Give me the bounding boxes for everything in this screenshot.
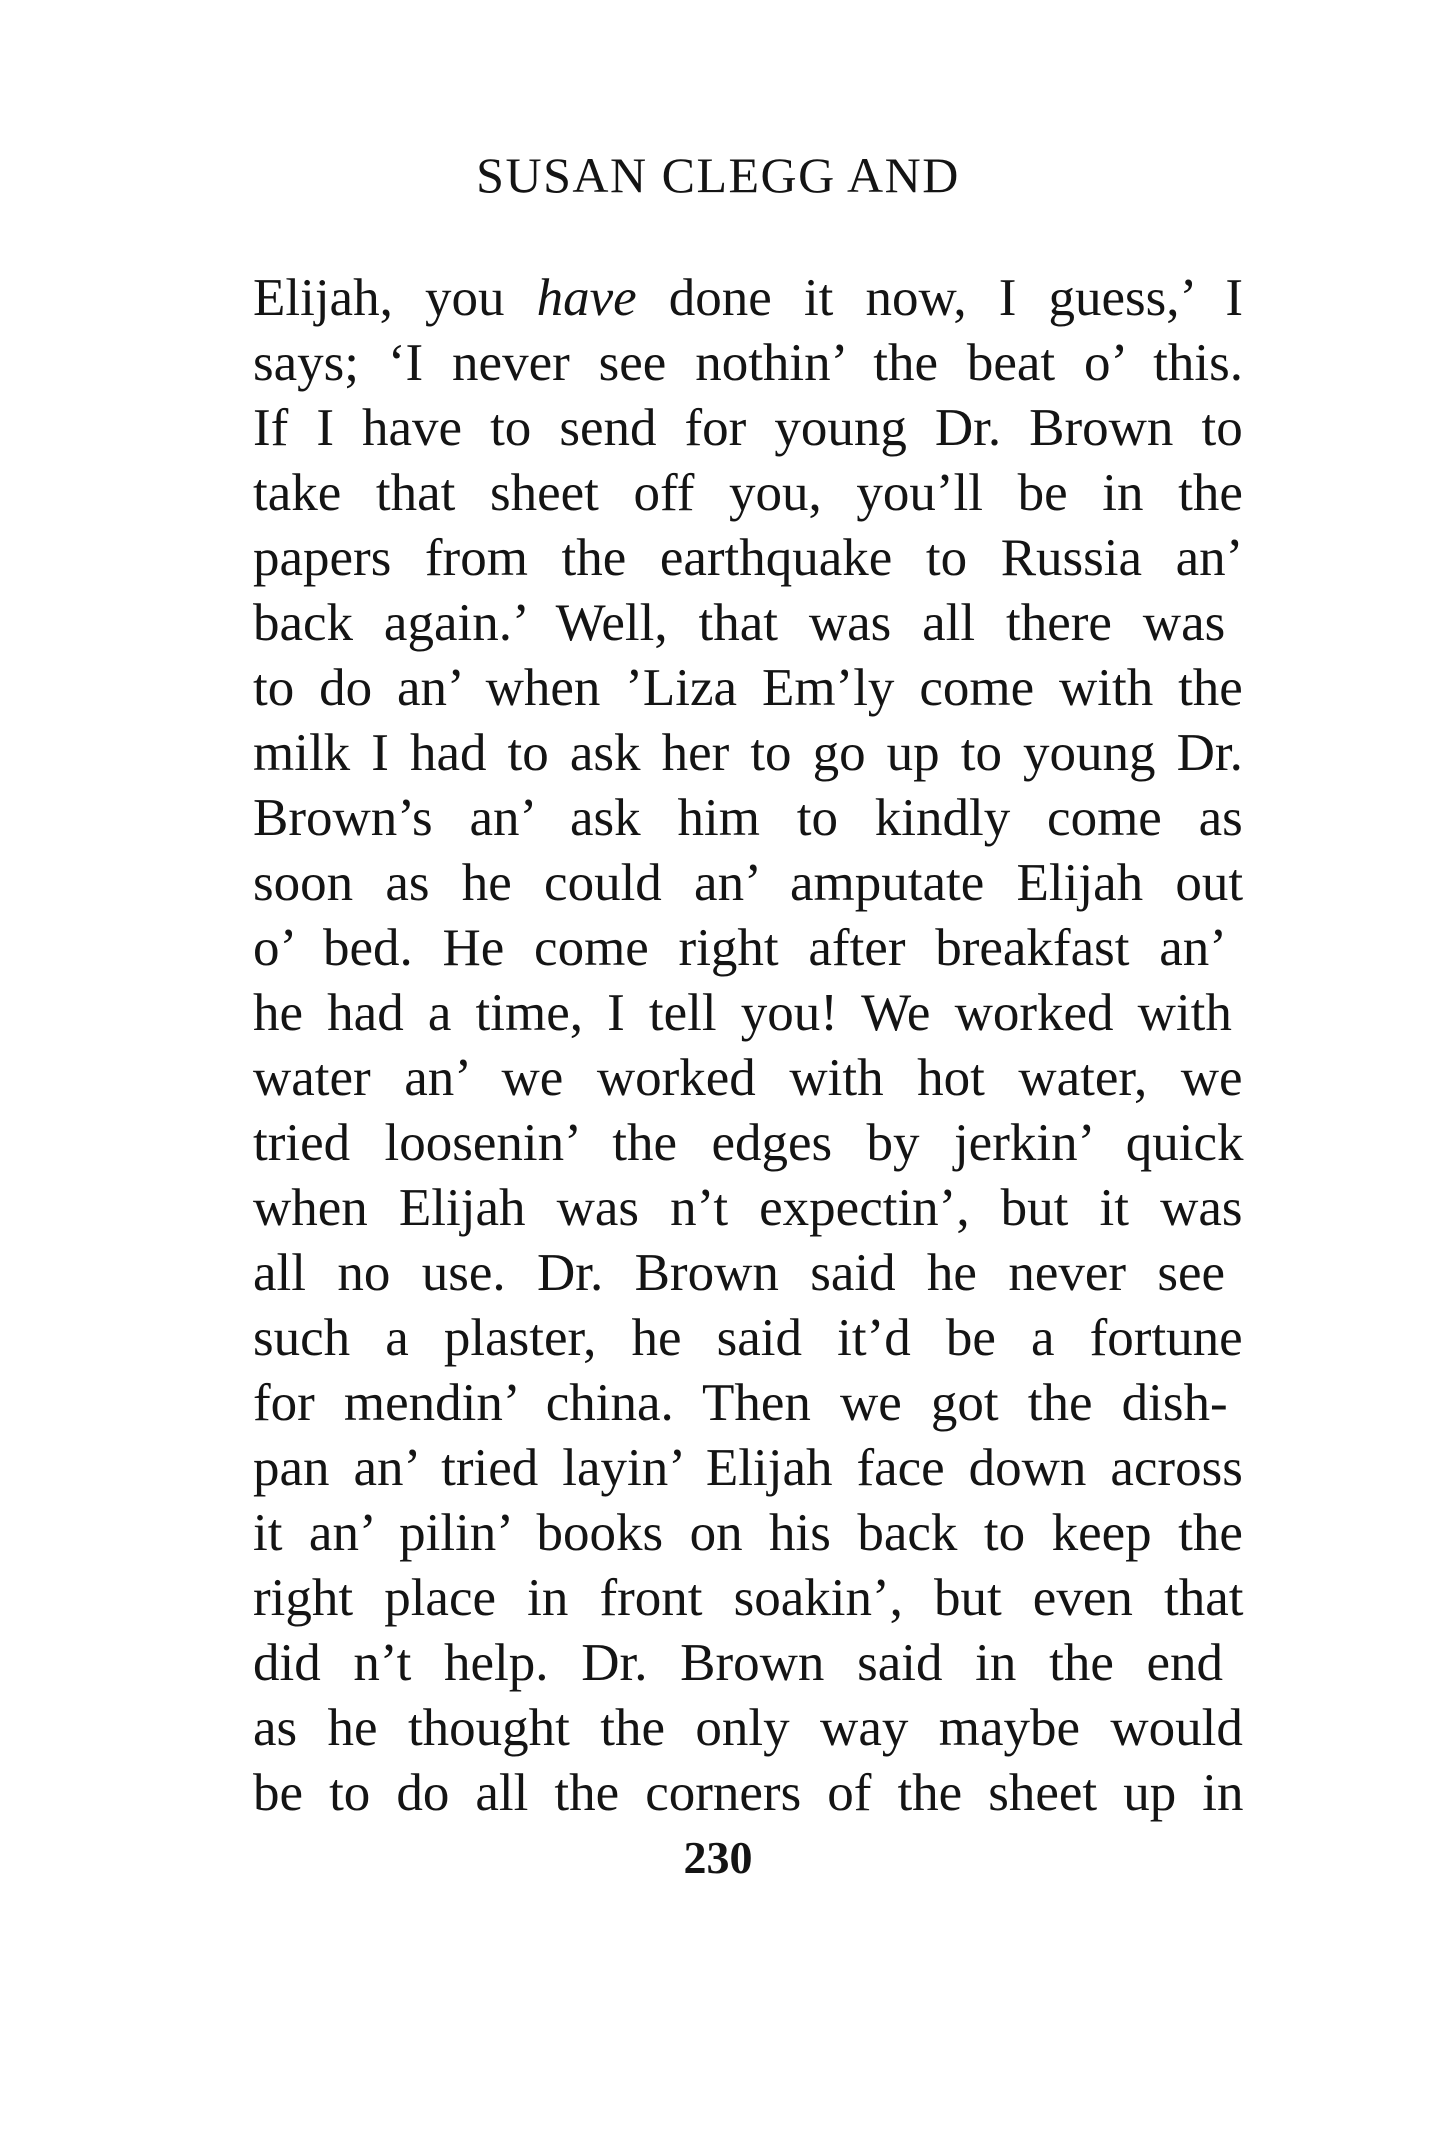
text-line [253,1501,1243,1566]
text-line-segment: did n’t help. Dr. Brown said in the end [253,1634,1224,1692]
text-line [253,1371,1243,1436]
text-line [253,1761,1243,1826]
text-line-segment: done it now, I guess,’ I [636,269,1244,327]
text-line-segment: o’ bed. He come right after breakfast an’ [253,919,1227,977]
text-line-segment: he had a time, I tell you! We worked with [253,984,1232,1042]
running-head: SUSAN CLEGG AND [476,147,960,203]
text-line [253,591,1243,656]
text-line-segment: right place in front soakin’, but even that [253,1569,1244,1627]
text-line [253,1241,1243,1306]
text-line [253,461,1243,526]
text-line [253,981,1243,1046]
text-line [253,266,1243,331]
text-line-segment: papers from the earthquake to Russia an’ [253,529,1244,587]
text-line-segment: tried loosenin’ the edges by jerkin’ quick [253,1114,1244,1172]
text-line [253,916,1243,981]
text-line [253,396,1243,461]
text-line-segment: such a plaster, he said it’d be a fortune [253,1309,1243,1367]
text-line-segment: Elijah, you [253,269,537,327]
text-line-segment: If I have to send for young Dr. Brown to [253,399,1243,457]
text-line-segment: milk I had to ask her to go up to young Dr. [253,724,1243,782]
text-line [253,1436,1243,1501]
text-line-segment: soon as he could an’ amputate Elijah out [253,854,1244,912]
text-line-segment: for mendin’ china. Then we got the dish- [253,1374,1228,1432]
text-line-segment: when Elijah was n’t expectin’, but it was [253,1179,1243,1237]
text-line-segment: pan an’ tried layin’ Elijah face down across [253,1439,1243,1497]
text-line-segment: water an’ we worked with hot water, we [253,1049,1243,1107]
body-text [253,266,1243,1826]
text-line-segment: says; ‘I never see nothin’ the beat o’ this. [253,334,1243,392]
text-line [253,851,1243,916]
text-line [253,1176,1243,1241]
text-line-segment: be to do all the corners of the sheet up in [253,1764,1244,1822]
text-line [253,1631,1243,1696]
text-line-segment: it an’ pilin’ books on his back to keep the [253,1504,1243,1562]
page-number: 230 [683,1832,753,1883]
text-line [253,721,1243,786]
text-line [253,1566,1243,1631]
text-line-segment: as he thought the only way maybe would [253,1699,1243,1757]
text-line [253,656,1243,721]
text-line [253,1111,1243,1176]
text-line-segment: Brown’s an’ ask him to kindly come as [253,789,1243,847]
text-line-segment: to do an’ when ’Liza Em’ly come with the [253,659,1243,717]
text-line [253,1046,1243,1111]
text-line-emphasis: have [536,269,637,327]
text-line-segment: take that sheet off you, you’ll be in the [253,464,1243,522]
text-line-segment: all no use. Dr. Brown said he never see [253,1244,1226,1302]
text-line [253,1696,1243,1761]
text-line [253,526,1243,591]
text-line [253,331,1243,396]
text-line [253,1306,1243,1371]
text-line [253,786,1243,851]
text-line-segment: back again.’ Well, that was all there was [253,594,1226,652]
